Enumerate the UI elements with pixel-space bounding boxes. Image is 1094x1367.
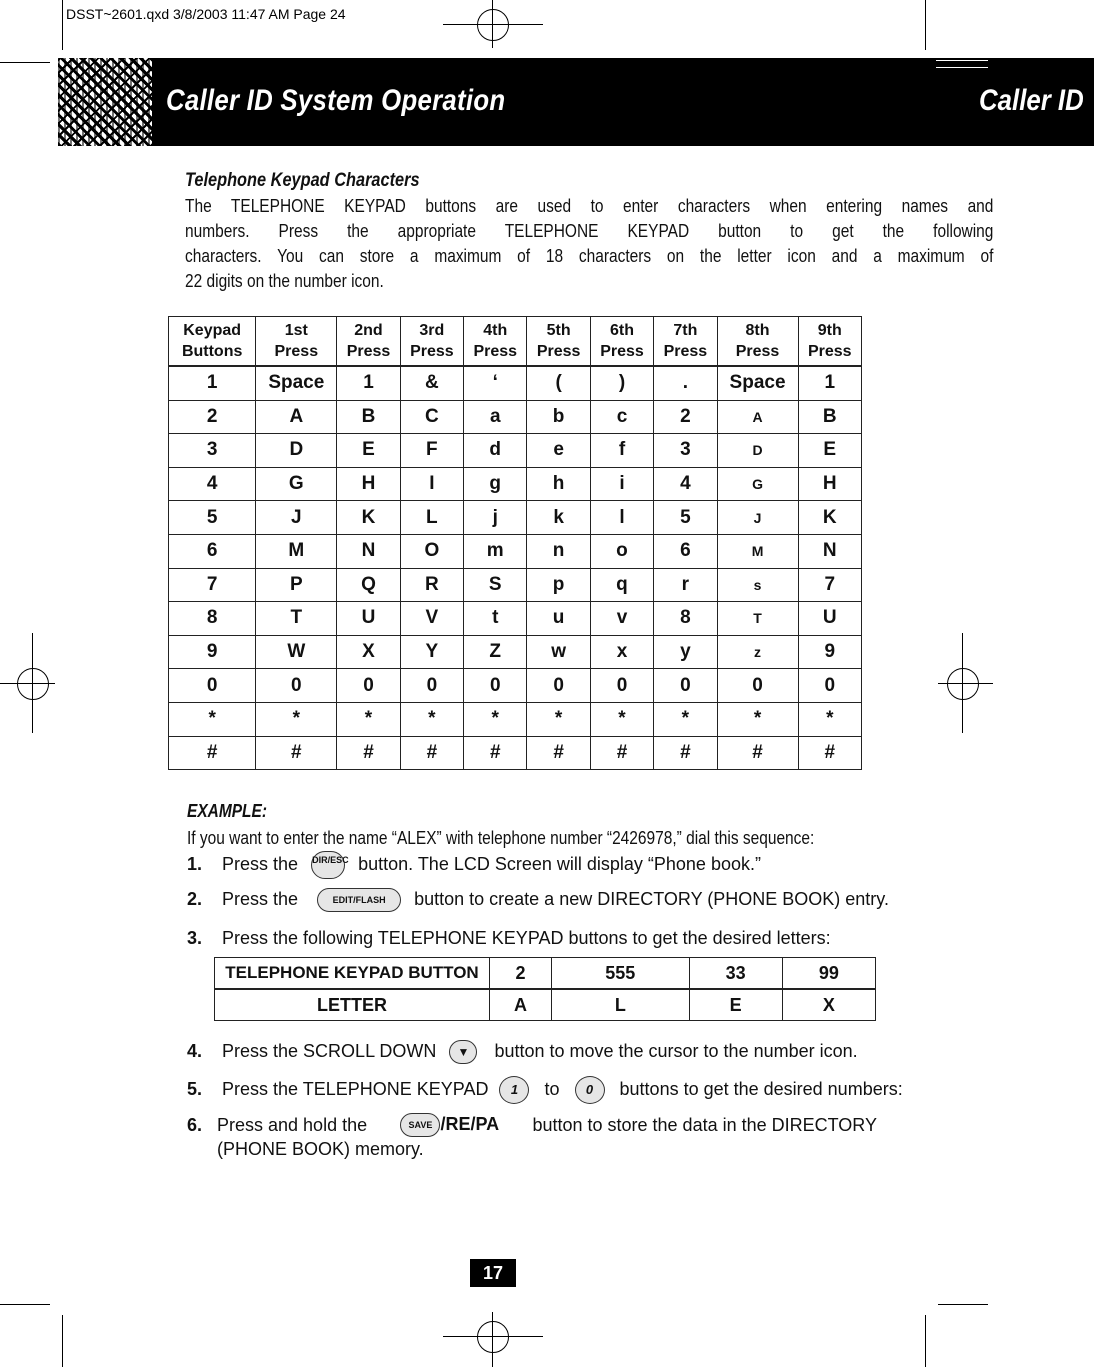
keypad-cell: N <box>337 534 400 568</box>
header-text: 1st <box>284 322 308 339</box>
header-text: 7th <box>673 322 698 339</box>
keypad-cell: 3 <box>654 434 717 468</box>
keypad-cell: # <box>337 736 400 770</box>
step-number: 2. <box>187 888 203 909</box>
keypad-cell: 0 <box>590 669 653 703</box>
keypad-column-header <box>256 317 337 367</box>
seq-cell: L <box>552 989 690 1021</box>
keypad-cell: r <box>654 568 717 602</box>
step-number: 3. <box>187 928 203 948</box>
keypad-cell: A <box>256 400 337 434</box>
intro-line: The TELEPHONE KEYPAD buttons are used to enter characters when entering names and <box>185 196 994 216</box>
step-number: 6. <box>187 1114 203 1135</box>
header-text: Press <box>735 343 780 360</box>
keypad-cell: & <box>400 366 463 400</box>
keypad-cell: W <box>256 635 337 669</box>
keypad-cell: X <box>337 635 400 669</box>
header-text: 3rd <box>419 322 445 339</box>
keypad-cell: # <box>590 736 653 770</box>
edit-flash-button-icon: EDIT/FLASH <box>317 888 401 912</box>
keypad-cell: 5 <box>169 501 256 535</box>
step-text: Press and hold the <box>217 1114 368 1135</box>
keypad-column-header <box>590 317 653 367</box>
header-text: 5th <box>546 322 571 339</box>
keypad-cell: n <box>527 534 590 568</box>
keypad-cell: 0 <box>464 669 527 703</box>
keypad-cell: 0 <box>798 669 861 703</box>
keypad-cell: H <box>798 467 861 501</box>
keypad-cell: ( <box>527 366 590 400</box>
step-text: button to store the data in the DIRECTORY <box>532 1114 877 1135</box>
keypad-cell: 8 <box>169 602 256 636</box>
step-6 <box>187 1113 877 1160</box>
header-pattern <box>58 58 152 146</box>
step-4 <box>187 1040 858 1064</box>
example-intro: If you want to enter the name “ALEX” with telephone number “2426978,” dial this sequence: <box>187 828 815 848</box>
header-text: Press <box>663 343 708 360</box>
keypad-cell: U <box>337 602 400 636</box>
keypad-cell: * <box>527 702 590 736</box>
keypad-column-header <box>798 317 861 367</box>
keypad-table-row <box>169 702 862 736</box>
keypad-cell: p <box>527 568 590 602</box>
letter-sequence-table <box>214 957 876 1021</box>
keypad-cell: S <box>464 568 527 602</box>
example-title: EXAMPLE: <box>187 801 267 821</box>
step-text: to <box>544 1078 560 1099</box>
header-text: Press <box>346 343 391 360</box>
keypad-cell: * <box>169 702 256 736</box>
keypad-cell: # <box>527 736 590 770</box>
intro-line: characters. You can store a maximum of 18 characters on the letter icon and a maximum of <box>185 246 994 266</box>
keypad-cell: s <box>717 568 798 602</box>
keypad-cell: K <box>337 501 400 535</box>
keypad-cell: T <box>256 602 337 636</box>
keypad-cell: 9 <box>169 635 256 669</box>
keypad-cell: 0 <box>527 669 590 703</box>
keypad-cell: E <box>337 434 400 468</box>
keypad-table-row <box>169 568 862 602</box>
keypad-cell: e <box>527 434 590 468</box>
section-title: Telephone Keypad Characters <box>185 170 420 191</box>
header-section-label: Caller ID <box>979 84 1084 117</box>
keypad-cell: k <box>527 501 590 535</box>
keypad-column-header <box>337 317 400 367</box>
step-text: button. The LCD Screen will display “Phone book.” <box>358 853 761 874</box>
keypad-cell: K <box>798 501 861 535</box>
keypad-table-row <box>169 534 862 568</box>
keypad-cell: F <box>400 434 463 468</box>
keypad-cell: Y <box>400 635 463 669</box>
keypad-cell: 6 <box>169 534 256 568</box>
keypad-cell: P <box>256 568 337 602</box>
keypad-cell: ‘ <box>464 366 527 400</box>
keypad-cell: 0 <box>654 669 717 703</box>
keypad-cell: x <box>590 635 653 669</box>
seq-cell: 2 <box>490 958 552 990</box>
header-lines <box>936 60 988 68</box>
keypad-cell: i <box>590 467 653 501</box>
keypad-cell: J <box>256 501 337 535</box>
keypad-1-icon: 1 <box>499 1076 529 1104</box>
step-3 <box>187 928 831 949</box>
keypad-0-icon: 0 <box>575 1076 605 1104</box>
keypad-cell: G <box>256 467 337 501</box>
seq-cell: 33 <box>689 958 782 990</box>
step-text: Press the following TELEPHONE KEYPAD buttons to get the desired letters: <box>222 928 831 948</box>
keypad-table-row <box>169 602 862 636</box>
keypad-cell: t <box>464 602 527 636</box>
keypad-cell: g <box>464 467 527 501</box>
step-number: 4. <box>187 1040 203 1061</box>
header-text: 9th <box>817 322 842 339</box>
keypad-cell: 0 <box>400 669 463 703</box>
keypad-cell: q <box>590 568 653 602</box>
step-1 <box>187 851 761 879</box>
header-text: Press <box>536 343 581 360</box>
keypad-cell: # <box>400 736 463 770</box>
keypad-cell: * <box>590 702 653 736</box>
keypad-cell: # <box>798 736 861 770</box>
keypad-cell: l <box>590 501 653 535</box>
keypad-cell: G <box>717 467 798 501</box>
keypad-cell: d <box>464 434 527 468</box>
keypad-column-header <box>527 317 590 367</box>
step-text: Press the TELEPHONE KEYPAD <box>222 1078 489 1099</box>
keypad-cell: 1 <box>798 366 861 400</box>
keypad-cell: * <box>717 702 798 736</box>
keypad-cell: T <box>717 602 798 636</box>
keypad-cell: * <box>337 702 400 736</box>
keypad-cell: B <box>337 400 400 434</box>
keypad-cell: L <box>400 501 463 535</box>
keypad-cell: 0 <box>337 669 400 703</box>
header-text: 2nd <box>354 322 383 339</box>
header-text: Press <box>410 343 454 360</box>
keypad-cell: R <box>400 568 463 602</box>
keypad-column-header <box>464 317 527 367</box>
keypad-cell: c <box>590 400 653 434</box>
keypad-cell: Space <box>256 366 337 400</box>
keypad-cell: # <box>464 736 527 770</box>
keypad-characters-table <box>168 316 862 770</box>
keypad-cell: j <box>464 501 527 535</box>
step-text: buttons to get the desired numbers: <box>619 1078 903 1099</box>
header-text: 6th <box>609 322 634 339</box>
header-text: Press <box>807 343 852 360</box>
save-button-icon: SAVE <box>400 1113 440 1137</box>
header-text: Buttons <box>181 343 243 360</box>
keypad-cell: 2 <box>169 400 256 434</box>
keypad-table-row <box>169 366 862 400</box>
keypad-cell: # <box>256 736 337 770</box>
keypad-cell: H <box>337 467 400 501</box>
keypad-cell: U <box>798 602 861 636</box>
keypad-cell: 0 <box>256 669 337 703</box>
keypad-cell: B <box>798 400 861 434</box>
step-5 <box>187 1076 903 1104</box>
seq-cell: 99 <box>782 958 875 990</box>
keypad-cell: z <box>717 635 798 669</box>
header-text: 8th <box>745 322 770 339</box>
seq-cell: 555 <box>552 958 690 990</box>
step-text: button to move the cursor to the number icon. <box>494 1040 858 1061</box>
keypad-cell: a <box>464 400 527 434</box>
keypad-cell: I <box>400 467 463 501</box>
keypad-cell: b <box>527 400 590 434</box>
step-text: Press the SCROLL DOWN <box>222 1040 437 1061</box>
keypad-cell: J <box>717 501 798 535</box>
keypad-cell: 7 <box>798 568 861 602</box>
keypad-cell: o <box>590 534 653 568</box>
keypad-cell: # <box>169 736 256 770</box>
keypad-table-row <box>169 635 862 669</box>
seq-header: LETTER <box>215 989 490 1021</box>
dir-esc-button-icon: DIR/ESC <box>311 851 345 879</box>
seq-header: TELEPHONE KEYPAD BUTTON <box>215 958 490 990</box>
keypad-cell: N <box>798 534 861 568</box>
keypad-cell: C <box>400 400 463 434</box>
step-text: button to create a new DIRECTORY (PHONE BOOK) entry. <box>414 888 889 909</box>
keypad-cell: 1 <box>337 366 400 400</box>
keypad-cell: V <box>400 602 463 636</box>
keypad-table-row <box>169 501 862 535</box>
keypad-cell: 6 <box>654 534 717 568</box>
keypad-cell: ) <box>590 366 653 400</box>
seq-cell: E <box>689 989 782 1021</box>
header-text: 4th <box>483 322 508 339</box>
step-text: Press the <box>222 853 299 874</box>
keypad-table-header-row <box>169 317 862 367</box>
seq-cell: X <box>782 989 875 1021</box>
keypad-cell: * <box>654 702 717 736</box>
intro-line: numbers. Press the appropriate TELEPHONE KEYPAD button to get the following <box>185 221 994 241</box>
keypad-cell: # <box>654 736 717 770</box>
header-text: Keypad <box>183 322 242 339</box>
keypad-cell: * <box>798 702 861 736</box>
page-number: 17 <box>470 1259 516 1287</box>
keypad-column-header <box>400 317 463 367</box>
keypad-cell: Space <box>717 366 798 400</box>
keypad-cell: 0 <box>717 669 798 703</box>
keypad-cell: * <box>400 702 463 736</box>
keypad-table-row <box>169 736 862 770</box>
keypad-cell: Z <box>464 635 527 669</box>
header-text: Press <box>473 343 518 360</box>
keypad-cell: . <box>654 366 717 400</box>
keypad-cell: * <box>464 702 527 736</box>
keypad-cell: A <box>717 400 798 434</box>
keypad-cell: m <box>464 534 527 568</box>
scroll-down-icon: ▼ <box>449 1040 477 1064</box>
keypad-cell: 8 <box>654 602 717 636</box>
step-number: 5. <box>187 1078 203 1099</box>
keypad-cell: 5 <box>654 501 717 535</box>
keypad-cell: w <box>527 635 590 669</box>
keypad-cell: 3 <box>169 434 256 468</box>
keypad-cell: * <box>256 702 337 736</box>
keypad-cell: v <box>590 602 653 636</box>
keypad-cell: y <box>654 635 717 669</box>
step-2 <box>187 888 889 912</box>
page-title: Caller ID System Operation <box>166 84 506 117</box>
keypad-cell: D <box>717 434 798 468</box>
keypad-column-header <box>717 317 798 367</box>
keypad-cell: 2 <box>654 400 717 434</box>
keypad-cell: u <box>527 602 590 636</box>
keypad-cell: 9 <box>798 635 861 669</box>
keypad-cell: O <box>400 534 463 568</box>
keypad-cell: Q <box>337 568 400 602</box>
keypad-cell: 1 <box>169 366 256 400</box>
keypad-cell: M <box>717 534 798 568</box>
step-text: Press the <box>222 888 299 909</box>
intro-line: 22 digits on the number icon. <box>185 271 384 291</box>
keypad-table-row <box>169 669 862 703</box>
keypad-table-row <box>169 400 862 434</box>
re-pa-label: /RE/PA <box>440 1113 500 1134</box>
header-text: Press <box>600 343 644 360</box>
keypad-cell: 4 <box>654 467 717 501</box>
keypad-cell: 4 <box>169 467 256 501</box>
keypad-table-row <box>169 467 862 501</box>
keypad-cell: h <box>527 467 590 501</box>
keypad-cell: 7 <box>169 568 256 602</box>
keypad-table-row <box>169 434 862 468</box>
file-slug: DSST~2601.qxd 3/8/2003 11:47 AM Page 24 <box>66 6 346 22</box>
step-text: (PHONE BOOK) memory. <box>217 1139 424 1159</box>
keypad-cell: D <box>256 434 337 468</box>
keypad-column-header <box>169 317 256 367</box>
header-text: Press <box>274 343 319 360</box>
keypad-cell: 0 <box>169 669 256 703</box>
keypad-cell: f <box>590 434 653 468</box>
seq-cell: A <box>490 989 552 1021</box>
intro-paragraph <box>185 194 993 294</box>
step-number: 1. <box>187 853 203 874</box>
keypad-cell: # <box>717 736 798 770</box>
keypad-column-header <box>654 317 717 367</box>
keypad-cell: M <box>256 534 337 568</box>
keypad-cell: E <box>798 434 861 468</box>
